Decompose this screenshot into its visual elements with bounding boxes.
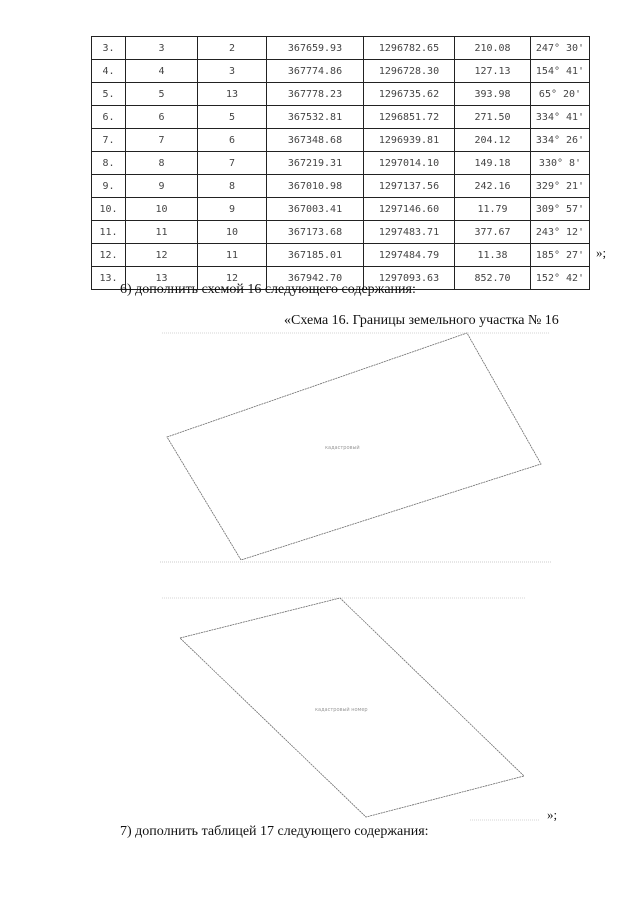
table-cell: 9 — [198, 198, 267, 221]
scheme-16-title: «Схема 16. Границы земельного участка № 16 — [284, 313, 559, 328]
table-cell: 7 — [126, 129, 198, 152]
table-cell: 12. — [92, 244, 126, 267]
table-cell: 204.12 — [455, 129, 531, 152]
table-cell: 10. — [92, 198, 126, 221]
table-cell: 65° 20' — [531, 83, 590, 106]
table-cell: 6 — [198, 129, 267, 152]
scheme-closing-quote: »; — [547, 807, 558, 822]
table-cell: 210.08 — [455, 37, 531, 60]
table-cell: 12 — [198, 267, 267, 290]
table-cell: 334° 41' — [531, 106, 590, 129]
table-cell: 393.98 — [455, 83, 531, 106]
table-cell: 243° 12' — [531, 221, 590, 244]
table-cell: 377.67 — [455, 221, 531, 244]
table-cell: 8. — [92, 152, 126, 175]
table-cell: 5 — [198, 106, 267, 129]
table-cell: 11 — [198, 244, 267, 267]
table-cell: 185° 27' — [531, 244, 590, 267]
table-cell: 367532.81 — [267, 106, 364, 129]
table-cell: 1297093.63 — [364, 267, 455, 290]
table-cell: 367185.01 — [267, 244, 364, 267]
item-6-text: 6) дополнить схемой 16 следующего содержания: — [120, 282, 416, 297]
table-cell: 1296851.72 — [364, 106, 455, 129]
table-cell: 5. — [92, 83, 126, 106]
table-cell: 367219.31 — [267, 152, 364, 175]
table-cell: 367942.70 — [267, 267, 364, 290]
table-cell: 367173.68 — [267, 221, 364, 244]
table-cell: 149.18 — [455, 152, 531, 175]
table-cell: 1296728.30 — [364, 60, 455, 83]
table-cell: 309° 57' — [531, 198, 590, 221]
table-cell: 1297014.10 — [364, 152, 455, 175]
table-cell: 11 — [126, 221, 198, 244]
table-cell: 2 — [198, 37, 267, 60]
table-cell: 152° 42' — [531, 267, 590, 290]
table-cell: 13 — [126, 267, 198, 290]
table-cell: 13. — [92, 267, 126, 290]
table-cell: 330° 8' — [531, 152, 590, 175]
table-cell: 1296735.62 — [364, 83, 455, 106]
table-cell: 12 — [126, 244, 198, 267]
table-cell: 3 — [126, 37, 198, 60]
table-cell: 367774.86 — [267, 60, 364, 83]
table-cell: 247° 30' — [531, 37, 590, 60]
table-cell: 8 — [198, 175, 267, 198]
table-cell: 11.38 — [455, 244, 531, 267]
plot-2-label: кадастровый номер — [315, 707, 368, 713]
table-cell: 9 — [126, 175, 198, 198]
table-cell: 6 — [126, 106, 198, 129]
table-cell: 1297484.79 — [364, 244, 455, 267]
table-cell: 8 — [126, 152, 198, 175]
table-cell: 1297483.71 — [364, 221, 455, 244]
table-cell: 367659.93 — [267, 37, 364, 60]
table-cell: 9. — [92, 175, 126, 198]
table-cell: 5 — [126, 83, 198, 106]
table-cell: 1297146.60 — [364, 198, 455, 221]
table-cell: 13 — [198, 83, 267, 106]
table-cell: 1296782.65 — [364, 37, 455, 60]
table-cell: 329° 21' — [531, 175, 590, 198]
table-cell: 367778.23 — [267, 83, 364, 106]
table-cell: 3 — [198, 60, 267, 83]
table-cell: 1296939.81 — [364, 129, 455, 152]
table-cell: 3. — [92, 37, 126, 60]
table-cell: 154° 41' — [531, 60, 590, 83]
table-cell: 7 — [198, 152, 267, 175]
table-cell: 367003.41 — [267, 198, 364, 221]
table-cell: 6. — [92, 106, 126, 129]
table-cell: 367010.98 — [267, 175, 364, 198]
table-cell: 10 — [198, 221, 267, 244]
item-7-text: 7) дополнить таблицей 17 следующего содержания: — [120, 824, 429, 839]
table-cell: 10 — [126, 198, 198, 221]
table-cell: 4. — [92, 60, 126, 83]
table-cell: 271.50 — [455, 106, 531, 129]
table-cell: 334° 26' — [531, 129, 590, 152]
table-cell: 852.70 — [455, 267, 531, 290]
table-cell: 11.79 — [455, 198, 531, 221]
table-cell: 1297137.56 — [364, 175, 455, 198]
table-closing-quote: »; — [596, 245, 607, 260]
table-cell: 11. — [92, 221, 126, 244]
table-cell: 4 — [126, 60, 198, 83]
plot-1-label: кадастровый — [325, 445, 360, 451]
table-cell: 367348.68 — [267, 129, 364, 152]
table-cell: 127.13 — [455, 60, 531, 83]
table-cell: 7. — [92, 129, 126, 152]
table-cell: 242.16 — [455, 175, 531, 198]
